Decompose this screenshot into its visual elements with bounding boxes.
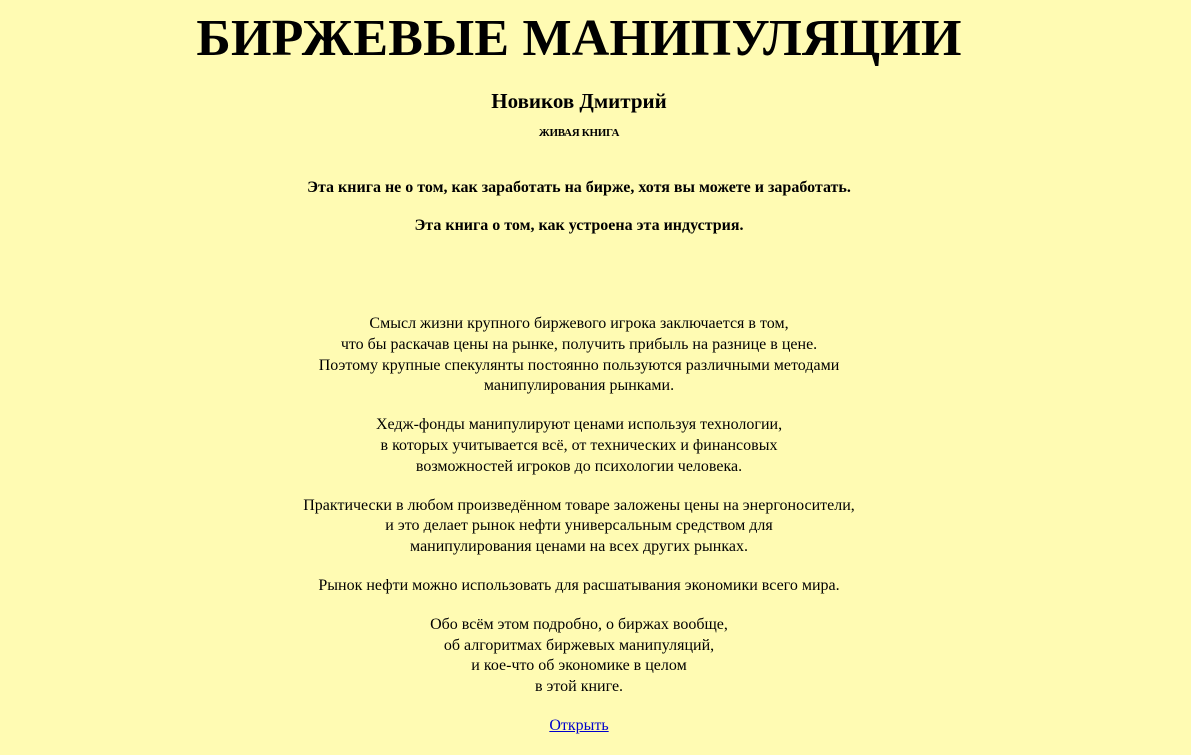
open-book-link[interactable]: Открыть [549, 716, 609, 734]
paragraph-line: что бы раскачав цены на рынке, получить прибыль на разнице в цене. [340, 335, 818, 353]
author-name: Новиков Дмитрий [491, 89, 667, 113]
paragraph-line: возможностей игроков до психологии человека. [415, 457, 743, 475]
paragraph-line: Хедж-фонды манипулируют ценами используя технологии, [375, 416, 783, 434]
paragraph-line: в этой книге. [534, 678, 624, 696]
paragraph-line: и кое-что об экономике в целом [471, 657, 687, 675]
description-paragraph-1 [0, 314, 1158, 397]
paragraph-line: и это делает рынок нефти универсальным средством для [385, 517, 773, 535]
paragraph-line: в которых учитывается всё, от технических и финансовых [380, 436, 778, 454]
paragraph-line: манипулирования рынками. [483, 377, 675, 395]
intro-lead-2: Эта книга о том, как устроена эта индустрия. [414, 217, 744, 234]
description-paragraph-4 [0, 576, 1158, 597]
book-title: БИРЖЕВЫЕ МАНИПУЛЯЦИИ [196, 10, 962, 67]
description-paragraph-5 [0, 615, 1158, 698]
paragraph-line: Поэтому крупные спекулянты постоянно пользуются различными методами [318, 356, 840, 374]
intro-lead-1: Эта книга не о том, как заработать на бирже, хотя вы можете и заработать. [307, 179, 851, 196]
description-paragraph-3 [0, 496, 1158, 558]
paragraph-line: Смысл жизни крупного биржевого игрока заключается в том, [369, 315, 789, 332]
book-subtitle: ЖИВАЯ КНИГА [538, 127, 620, 139]
paragraph-line: Рынок нефти можно использовать для расшатывания экономики всего мира. [318, 576, 840, 594]
paragraph-line: об алгоритмах биржевых манипуляций, [443, 636, 715, 654]
description-paragraph-2 [0, 415, 1158, 477]
paragraph-line: Практически в любом произведённом товаре заложены цены на энергоносители, [303, 496, 855, 514]
paragraph-line: Обо всём этом подробно, о биржах вообще, [430, 615, 728, 633]
paragraph-line: манипулирования ценами на всех других рынках. [410, 538, 748, 556]
